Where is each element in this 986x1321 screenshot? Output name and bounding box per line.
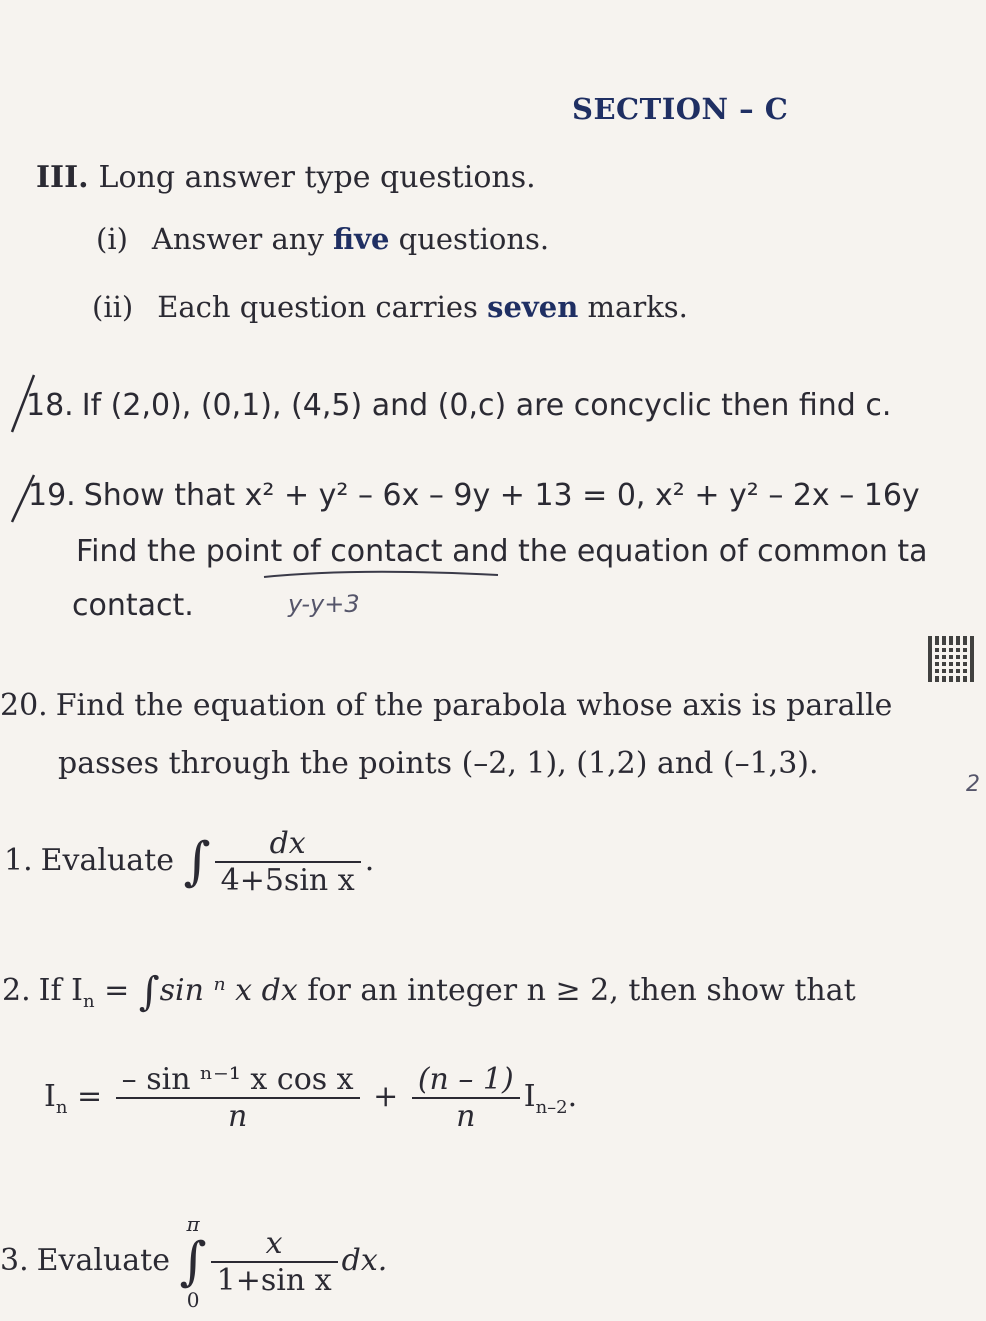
question-label: Evaluate: [36, 1243, 170, 1278]
instruction-roman: (i): [96, 222, 128, 256]
fraction-2: [412, 1062, 520, 1134]
question-20: [0, 688, 892, 723]
question-19-line-3: contact.: [72, 588, 194, 623]
numerator: – sin ⁿ⁻¹ x cos x: [116, 1062, 360, 1099]
section-title: SECTION – C: [572, 92, 789, 126]
numerator: (n – 1): [412, 1062, 520, 1099]
question-19-line-2: Find the point of contact and the equation of common ta: [76, 534, 928, 569]
question-number: 18.: [26, 388, 74, 423]
question-number: 2.: [2, 973, 31, 1008]
question-number: 19.: [28, 478, 76, 513]
question-number: 1.: [4, 843, 33, 878]
numerator: dx: [215, 826, 361, 863]
fraction: [211, 1226, 338, 1298]
upper-limit: π: [186, 1212, 200, 1236]
question-18: [26, 388, 891, 423]
formula: $I_n$ = $\frac{\text{– sin ⁿ⁻¹ x cos x}}{n}$ + $\frac{(n - 1)}{n}$ $I_{n-2}$.: [44, 1062, 578, 1134]
part-number: III.: [36, 160, 89, 195]
fraction-1: [116, 1062, 360, 1134]
denominator: n: [227, 1099, 248, 1134]
integral-sign: ∫: [183, 832, 211, 892]
question-19: [28, 478, 920, 513]
definite-integral: [180, 1212, 207, 1312]
part-heading: [36, 160, 536, 195]
instruction-roman: (ii): [92, 290, 134, 324]
tick-mark: [4, 370, 44, 440]
part-title: Long answer type questions.: [98, 160, 536, 195]
question-text: for an integer n ≥ 2, then show that: [307, 973, 856, 1008]
denominator: n: [456, 1099, 476, 1134]
margin-note: 2: [966, 772, 980, 797]
instruction-2: (ii) Each question carries seven marks.: [92, 290, 688, 324]
fraction: [215, 826, 361, 898]
question-21: 1. Evaluate ∫ $\frac{dx}{\text{4+5sin x}}$ .: [4, 826, 375, 898]
tick-mark: [4, 470, 44, 530]
question-number: 3.: [0, 1243, 29, 1278]
integral-sign: ∫: [138, 969, 160, 1015]
instruction-1: (i) Answer any five questions.: [96, 222, 550, 256]
denominator: 4+5sin x: [220, 863, 355, 898]
question-22: 2. If $I_n = \int\sin$ ⁿ x dx for an integer n ≥ 2, then show that: [2, 969, 856, 1015]
handwritten-scribble: y-y+3: [288, 590, 360, 618]
question-20-line-2: passes through the points (–2, 1), (1,2) and (–1,3).: [58, 746, 819, 781]
pen-underline: [262, 568, 502, 582]
question-line-1: Show that x² + y² – 6x – 9y + 13 = 0, x² + y² – 2x – 16y: [83, 478, 920, 513]
question-line-1: Find the equation of the parabola whose axis is paralle: [55, 688, 893, 723]
denominator: 1+sin x: [216, 1263, 332, 1298]
qr-code: [928, 636, 974, 682]
question-23: 3. Evaluate π ∫ 0 $\frac{x}{\text{1+sin x}}$ dx.: [0, 1212, 388, 1312]
lower-limit: 0: [186, 1288, 200, 1312]
question-text: If (2,0), (0,1), (4,5) and (0,c) are concyclic then find c.: [81, 388, 892, 423]
integrand: sin ⁿ x dx: [159, 973, 298, 1008]
integral-sign: ∫: [179, 1232, 207, 1292]
question-number: 20.: [0, 688, 48, 723]
question-label: Evaluate: [40, 843, 174, 878]
numerator: x: [211, 1226, 338, 1263]
